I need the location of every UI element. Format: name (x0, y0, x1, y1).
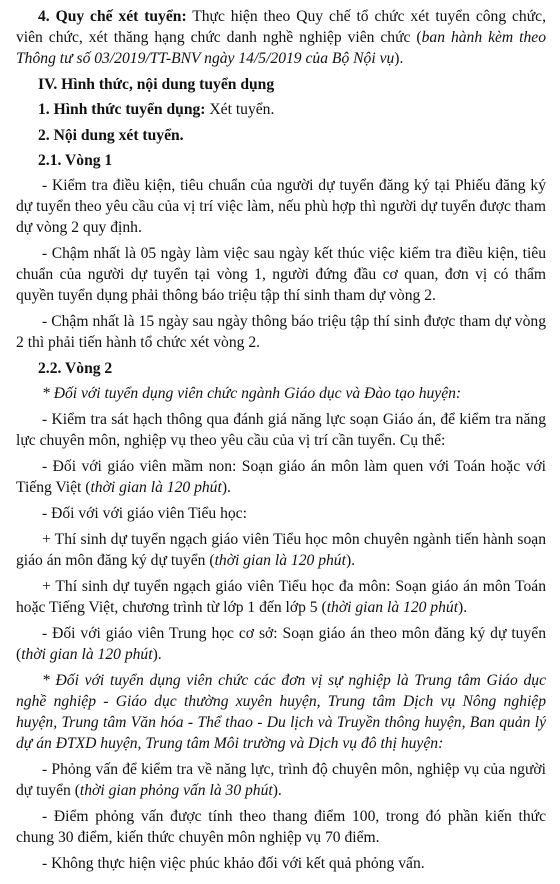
note-education-text: * Đối với tuyển dụng viên chức ngành Giáo dục và Đào tạo huyện: (42, 385, 462, 402)
close-paren: ). (272, 782, 282, 799)
close-paren: ). (458, 599, 468, 616)
round2-note-education (16, 383, 546, 404)
heading-2-2: 2.2. Vòng 2 (38, 360, 113, 377)
round2-note-units (16, 670, 546, 754)
primary-general-text: + Thí sinh dự tuyển ngạch giáo viên Tiểu học đa môn: Soạn giáo án môn Toán hoặc Tiếng Việt, chương trình từ lớp 1 đến lớp 5 ( (16, 578, 546, 616)
interview-text: - Phỏng vấn để kiểm tra về năng lực, trình độ chuyên môn, nghiệp vụ của người dự tuyển ( (16, 761, 546, 799)
form-paragraph (16, 99, 546, 120)
heading-1-label: 1. Hình thức tuyển dụng: (38, 101, 206, 118)
round1-paragraph-3: - Chậm nhất là 15 ngày sau ngày thông báo triệu tập thí sinh được tham dự vòng 2 thì phải tiến hành tổ chức xét vòng 2. (16, 313, 546, 351)
round2-paragraph-scoring: - Điểm phỏng vấn được tính theo thang điểm 100, trong đó phần kiến thức chung 30 điểm, kiến thức chuyên môn nghiệp vụ 70 điểm. (16, 808, 546, 846)
kindergarten-text: - Đối với giáo viên mầm non: Soạn giáo án môn làm quen với Toán hoặc với Tiếng Việt ( (16, 458, 546, 496)
heading-2: 2. Nội dung xét tuyển. (38, 127, 184, 144)
round1-paragraph-2: - Chậm nhất là 05 ngày làm việc sau ngày kết thúc việc kiểm tra điều kiện, tiêu chuẩn của người dự tuyển tại vòng 1, người đứng đầu cơ quan, đơn vị có thẩm quyền tuyển dụng phải thông báo triệu tập thí sinh tham dự vòng 2. (16, 245, 546, 304)
time-120-kindergarten: thời gian là 120 phút (90, 479, 222, 496)
round2-paragraph-1: - Kiểm tra sát hạch thông qua đánh giá năng lực soạn Giáo án, để kiểm tra năng lực chuyên môn, nghiệp vụ theo yêu cầu của vị trí cần tuyển. Cụ thể: (16, 411, 546, 449)
close-paren: ). (345, 552, 356, 569)
time-120-primary-general: thời gian là 120 phút (326, 599, 459, 616)
close-paren: ). (221, 479, 231, 496)
section-4-italic: ban hành kèm theo Thông tư số 03/2019/TT-BNV ngày 14/5/2019 của Bộ Nội vụ (16, 29, 546, 67)
section-4-label: 4. Quy chế xét tuyển: (38, 8, 187, 25)
heading-2-1: 2.1. Vòng 1 (38, 152, 113, 169)
heading-1-text: Xét tuyển. (205, 101, 275, 118)
round2-paragraph-primary-general (16, 576, 546, 618)
round2-paragraph-interview (16, 759, 546, 801)
round2-paragraph-kindergarten (16, 456, 546, 498)
heading-iv: IV. Hình thức, nội dung tuyển dụng (38, 76, 275, 93)
primary-specialized-text: + Thí sinh dự tuyển ngạch giáo viên Tiểu học môn chuyên ngành tiến hành soạn giáo án môn đăng ký dự tuyển ( (16, 531, 546, 569)
close-paren: ). (152, 646, 162, 663)
section-4-end: ). (394, 50, 404, 67)
note-units-text: * Đối với tuyển dụng viên chức các đơn vị sự nghiệp là Trung tâm Giáo dục nghề nghiệp - Giáo dục thường xuyên huyện, Trung tâm Dịch vụ Nông nghiệp huyện, Trung tâm Văn hóa - Thể thao - Du lịch và Truyền thông huyện, Ban quản lý dự án ĐTXD huyện, Trung tâm Môi trường và Dịch vụ đô thị huyện: (16, 672, 546, 752)
round2-paragraph-no-review: - Không thực hiện việc phúc khảo đối với kết quả phỏng vấn. (42, 855, 425, 872)
time-30-interview: thời gian phỏng vấn là 30 phút (79, 782, 273, 799)
section-4-paragraph (16, 6, 546, 69)
round1-paragraph-1: - Kiểm tra điều kiện, tiêu chuẩn của người dự tuyển đăng ký tại Phiếu đăng ký dự tuyển theo yêu cầu của vị trí việc làm, nếu phù hợp thì người dự tuyển được tham dự vòng 2 quy định. (16, 177, 546, 236)
round2-paragraph-primary-specialized (16, 529, 546, 571)
time-120-primary-specialized: thời gian là 120 phút (214, 552, 346, 569)
section-4-text: Thực hiện theo Quy chế tổ chức xét tuyển công chức, viên chức, xét thăng hạng chức danh nghề nghiệp viên chức ( (16, 8, 546, 46)
round2-paragraph-primary: - Đối với với giáo viên Tiểu học: (42, 505, 247, 522)
round2-paragraph-secondary (16, 623, 546, 665)
time-120-secondary: thời gian là 120 phút (21, 646, 153, 663)
secondary-text: - Đối với giáo viên Trung học cơ sở: Soạn giáo án theo môn đăng ký dự tuyển ( (16, 625, 546, 663)
